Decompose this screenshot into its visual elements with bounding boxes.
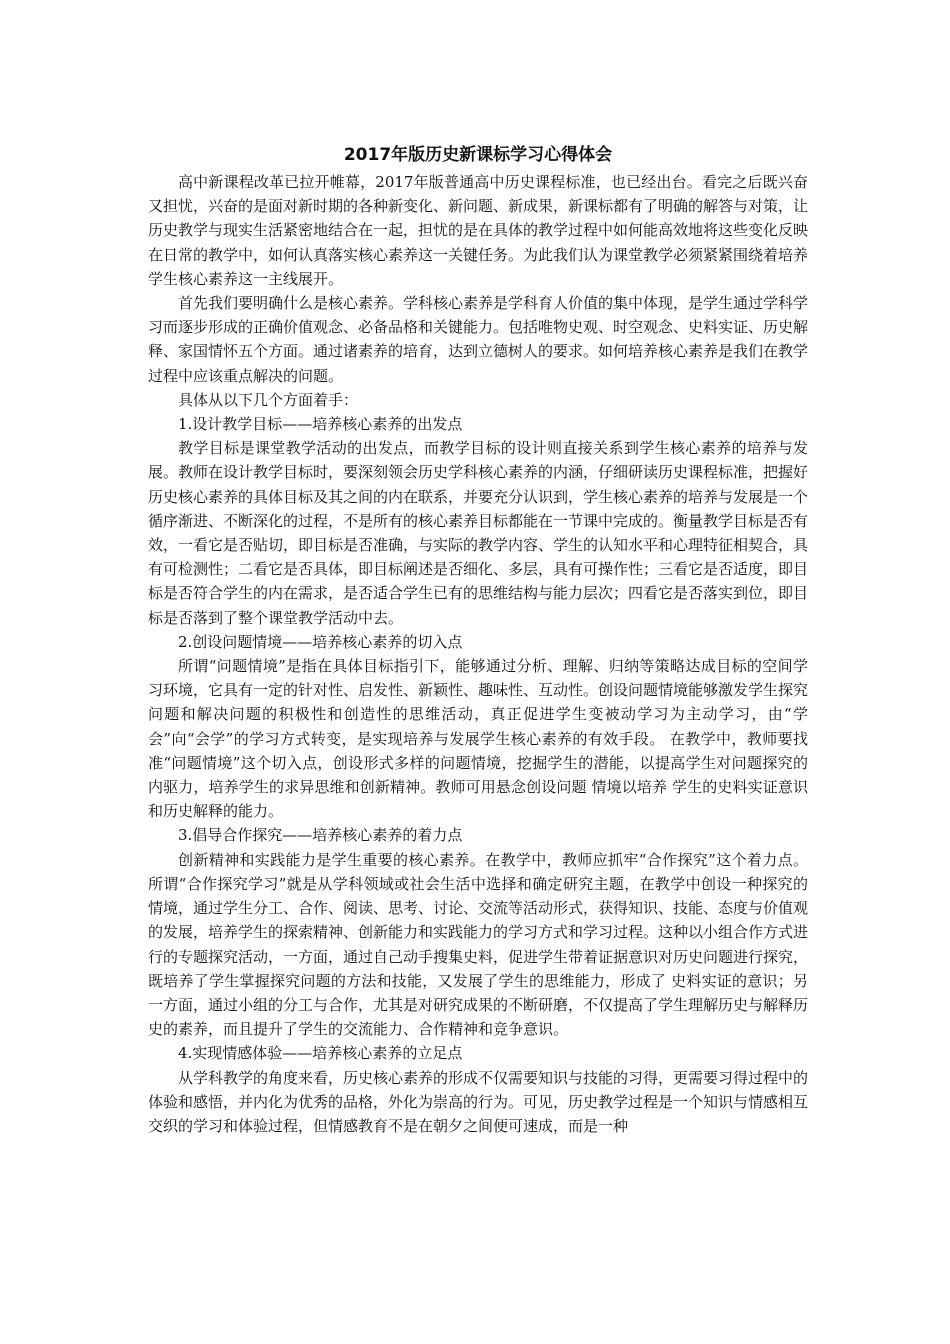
section-heading-4: 4.实现情感体验——培养核心素养的立足点 [178, 1044, 463, 1063]
paragraph-section-4: 从学科教学的角度来看，历史核心素养的形成不仅需要知识与技能的习得，更需要习得过程中的体验和感悟，并内化为优秀的品格，外化为崇高的行为。可见，历史教学过程是一个知识与情感相互交织的学习和体验过程，但情感教育不是在朝夕之间便可速成，而是一种 [148, 1068, 809, 1135]
paragraph-section-2: 所谓“问题情境”是指在具体目标指引下，能够通过分析、理解、归纳等策略达成目标的空间学习环境，它具有一定的针对性、启发性、新颖性、趣味性、互动性。创设问题情境能够激发学生探究问题和解决问题的积极性和创造性的思维活动，真正促进学生变被动学习为主动学习，由“学会”向“会学”的学习方式转变，是实现培养与发展学生核心素养的有效手段。 在教学中，教师要找准“问题情境”这个切入点，创设形式多样的问题情境，挖掘学生的潜能，以提高学生对问题探究的内驱力，培养学生的求异思维和创新精神。教师可用悬念创设问题 情境以培养 学生的史料实证意识和历史解释的能力。 [148, 657, 809, 821]
section-heading-1: 1.设计教学目标——培养核心素养的出发点 [178, 415, 463, 434]
section-heading-3: 3.倡导合作探究——培养核心素养的着力点 [178, 826, 463, 845]
section-lead-in: 具体从以下几个方面着手： [178, 390, 359, 409]
paragraph-section-3: 创新精神和实践能力是学生重要的核心素养。在教学中，教师应抓牢“合作探究”这个着力点。所谓“合作探究学习”就是从学科领域或社会生活中选择和确定研究主题，在教学中创设一种探究的情境，通过学生分工、合作、阅读、思考、讨论、交流等活动形式，获得知识、技能、态度与价值观的发展，培养学生的探索精神、创新能力和实践能力的学习方式和学习过程。这种以小组合作方式进行的专题探究活动，一方面，通过自己动手搜集史料，促进学生带着证据意识对历史问题进行探究，既培养了学生掌握探究问题的方法和技能，又发展了学生的思维能力，形成了 史料实证的意识；另一方面，通过小组的分工与合作，尤其是对研究成果的不断研磨，不仅提高了学生理解历史与解释历史的素养，而且提升了学生的交流能力、合作精神和竞争意识。 [148, 850, 809, 1039]
section-heading-2: 2.创设问题情境——培养核心素养的切入点 [178, 632, 463, 651]
paragraph-core-literacy: 首先我们要明确什么是核心素养。学科核心素养是学科育人价值的集中体现，是学生通过学科学习而逐步形成的正确价值观念、必备品格和关键能力。包括唯物史观、时空观念、史料实证、历史解释、家国情怀五个方面。通过诸素养的培育，达到立德树人的要求。如何培养核心素养是我们在教学过程中应该重点解决的问题。 [148, 294, 809, 385]
document-page [148, 140, 808, 1138]
paragraph-section-1: 教学目标是课堂教学活动的出发点，而教学目标的设计则直接关系到学生核心素养的培养与发展。教师在设计教学目标时，要深刻领会历史学科核心素养的内涵，仔细研读历史课程标准，把握好历史核心素养的具体目标及其之间的内在联系，并要充分认识到，学生核心素养的培养与发展是一个循序渐进、不断深化的过程，不是所有的核心素养目标都能在一节课中完成的。衡量教学目标是否有效，一看它是否贴切，即目标是否准确，与实际的教学内容、学生的认知水平和心理特征相契合，具有可检测性；二看它是否具体，即目标阐述是否细化、多层，具有可操作性；三看它是否适度，即目标是否符合学生的内在需求，是否适合学生已有的思维结构与能力层次；四看它是否落实到位，即目标是否落到了整个课堂教学活动中去。 [148, 439, 809, 627]
paragraph-intro: 高中新课程改革已拉开帷幕，2017年版普通高中历史课程标准，也已经出台。看完之后既兴奋又担忧，兴奋的是面对新时期的各种新变化、新问题、新成果，新课标都有了明确的解答与对策，让历史教学与现实生活紧密地结合在一起，担忧的是在具体的教学过程中如何能高效地将这些变化反映在日常的教学中，如何认真落实核心素养这一关键任务。为此我们认为课堂教学必须紧紧围绕着培养学生核心素养这一主线展开。 [148, 173, 809, 288]
document-title: 2017年版历史新课标学习心得体会 [343, 145, 613, 165]
